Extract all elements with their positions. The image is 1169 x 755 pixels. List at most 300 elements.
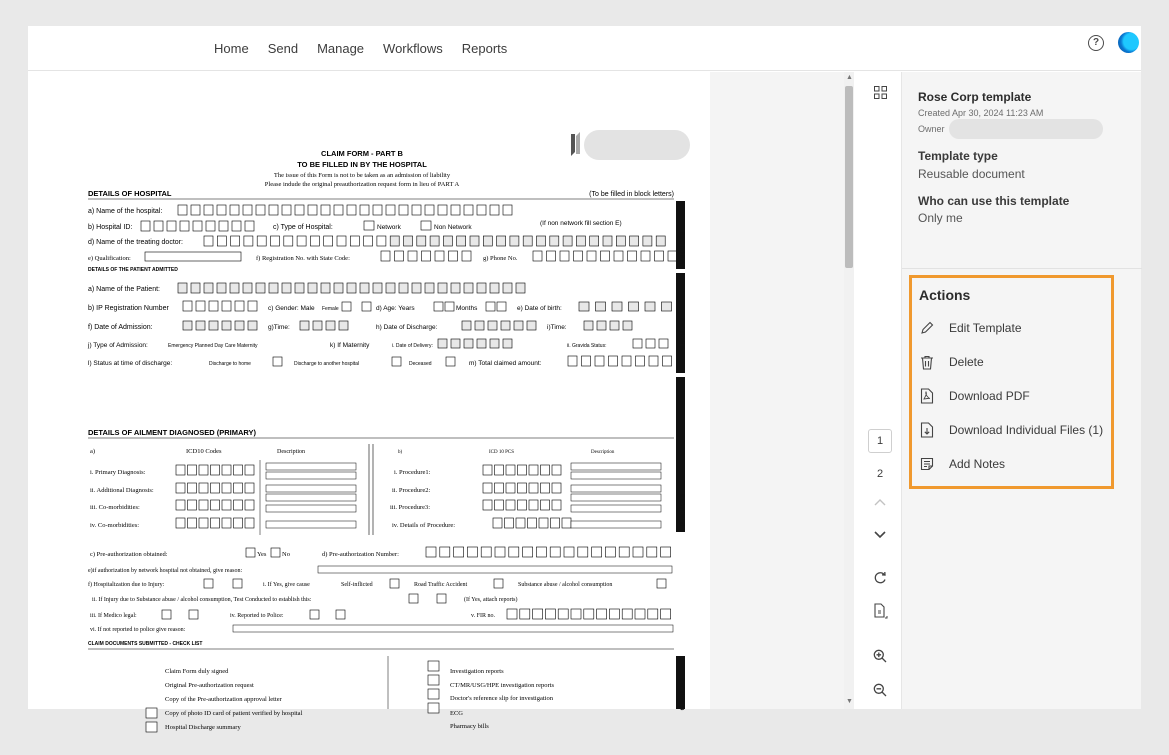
form-char-box xyxy=(590,236,599,246)
option-non-network: Non Network xyxy=(434,224,472,231)
preauth-obtained-label: c) Pre-authorization obtained: xyxy=(90,551,168,558)
form-char-box xyxy=(574,251,583,261)
form-char-box xyxy=(610,321,619,330)
file-download-icon xyxy=(919,422,935,438)
form-char-box xyxy=(234,500,243,510)
form-char-box xyxy=(514,321,523,330)
form-char-box xyxy=(334,283,343,293)
form-char-box xyxy=(501,321,510,330)
fit-page-icon[interactable] xyxy=(868,599,892,623)
form-char-box xyxy=(493,518,502,528)
form-char-box xyxy=(269,283,278,293)
form-char-box xyxy=(360,205,369,215)
zoom-out-icon[interactable] xyxy=(868,678,892,702)
form-char-box xyxy=(541,483,550,493)
download-pdf-action[interactable] xyxy=(919,385,1104,407)
form-char-box xyxy=(188,465,197,475)
form-char-box xyxy=(483,500,492,510)
form-char-box xyxy=(141,221,150,231)
form-char-box xyxy=(425,205,434,215)
template-created: Created Apr 30, 2024 11:23 AM xyxy=(918,108,1044,118)
form-char-box xyxy=(178,205,187,215)
form-char-box xyxy=(308,205,317,215)
page-2-button[interactable]: 2 xyxy=(876,468,884,480)
form-char-box xyxy=(176,500,185,510)
nav-home[interactable]: Home xyxy=(214,41,249,56)
form-char-box xyxy=(523,236,532,246)
form-char-box xyxy=(597,609,607,619)
field-proc-2 xyxy=(483,483,561,493)
field-delivery-date-label: i. Date of Delivery: xyxy=(392,343,433,349)
field-gravida xyxy=(633,339,668,348)
form-char-box xyxy=(257,236,266,246)
thumbnails-grid-icon[interactable] xyxy=(868,80,892,104)
form-char-box xyxy=(635,609,645,619)
chevron-up-icon[interactable] xyxy=(868,490,892,514)
edit-template-action[interactable] xyxy=(919,317,1104,339)
form-char-box xyxy=(204,205,213,215)
action-label: Download PDF xyxy=(949,389,1030,403)
checklist-item: Copy of photo ID card of patient verified by hospital xyxy=(165,710,303,717)
form-char-box xyxy=(438,283,447,293)
form-char-box xyxy=(188,483,197,493)
form-char-box xyxy=(321,283,330,293)
form-char-box xyxy=(176,465,185,475)
form-char-box xyxy=(550,236,559,246)
form-char-box xyxy=(619,547,629,557)
form-char-box xyxy=(347,205,356,215)
option-months: Months xyxy=(456,305,478,312)
option-no: No xyxy=(282,551,290,558)
nav-manage[interactable]: Manage xyxy=(317,41,365,56)
form-char-box xyxy=(614,251,623,261)
form-char-box xyxy=(386,205,395,215)
form-char-box xyxy=(552,465,561,475)
form-char-box xyxy=(462,251,471,261)
form-char-box xyxy=(199,500,208,510)
form-char-box xyxy=(529,483,538,493)
form-char-box xyxy=(451,339,460,348)
form-char-box xyxy=(235,301,244,311)
actions-section xyxy=(909,275,1114,489)
pdf-download-icon xyxy=(919,388,935,404)
form-char-box xyxy=(373,283,382,293)
form-char-box xyxy=(399,283,408,293)
form-char-box xyxy=(219,221,228,231)
admission-type-options: Emergency Planned Day Care Maternity xyxy=(168,343,258,349)
checklist-heading: CLAIM DOCUMENTS SUBMITTED - CHECK LIST xyxy=(88,641,203,647)
form-char-box xyxy=(563,236,572,246)
chevron-down-icon[interactable] xyxy=(868,523,892,547)
form-char-box xyxy=(470,236,479,246)
form-note-2: Please indude the original preauthorization request form in lieu of PART A xyxy=(264,181,460,188)
col-description: Description xyxy=(277,449,305,455)
form-char-box xyxy=(481,547,491,557)
form-char-box xyxy=(579,302,589,311)
form-char-box xyxy=(628,251,637,261)
form-char-box xyxy=(222,500,231,510)
form-char-box xyxy=(507,609,517,619)
field-total-claimed-label: m) Total claimed amount: xyxy=(469,360,542,367)
form-char-box xyxy=(649,356,658,366)
field-qualification-label: e) Qualification: xyxy=(88,255,131,262)
scroll-thumb[interactable] xyxy=(845,86,853,268)
form-char-box xyxy=(533,609,543,619)
section-d-label: SECTION D xyxy=(678,677,684,711)
form-char-box xyxy=(551,518,560,528)
injury-label: f) Hospitalization due to Injury: xyxy=(88,582,165,588)
form-char-box xyxy=(647,547,657,557)
delete-action[interactable] xyxy=(919,351,1104,373)
add-notes-action[interactable] xyxy=(919,453,1104,475)
template-type-title: Template type xyxy=(918,149,998,163)
form-char-box xyxy=(217,236,226,246)
form-char-box xyxy=(347,283,356,293)
col-description-2: Description xyxy=(591,450,615,455)
form-char-box xyxy=(422,251,431,261)
pencil-icon xyxy=(919,320,935,336)
form-char-box xyxy=(536,547,546,557)
form-char-box xyxy=(587,251,596,261)
form-char-box xyxy=(180,221,189,231)
form-char-box xyxy=(426,547,436,557)
form-char-box xyxy=(381,251,390,261)
form-char-box xyxy=(417,236,426,246)
form-char-box xyxy=(636,356,645,366)
details-of-hospital-heading: DETAILS OF HOSPITAL xyxy=(88,189,172,198)
form-char-box xyxy=(337,236,346,246)
owner-label: Owner xyxy=(918,124,945,134)
form-char-box xyxy=(196,301,205,311)
form-char-box xyxy=(510,236,519,246)
form-char-box xyxy=(248,321,257,330)
section-c-label: SECTION C xyxy=(678,493,684,527)
form-char-box xyxy=(308,283,317,293)
field-discharge-date-label: h) Date of Discharge: xyxy=(376,324,438,331)
form-char-box xyxy=(490,283,499,293)
form-char-box xyxy=(222,518,231,528)
field-hospital-name-label: a) Name of the hospital: xyxy=(88,208,163,215)
form-char-box xyxy=(641,251,650,261)
form-char-box xyxy=(234,465,243,475)
col-b: b) xyxy=(398,450,403,455)
proc-1-label: i. Procedure1: xyxy=(394,469,431,476)
form-char-box xyxy=(656,236,665,246)
form-char-box xyxy=(648,609,658,619)
preauth-number-label: d) Pre-authorization Number: xyxy=(322,551,399,558)
field-hospital-name xyxy=(178,205,512,215)
form-char-box xyxy=(282,205,291,215)
form-char-box xyxy=(520,609,530,619)
form-char-box xyxy=(645,302,655,311)
form-char-box xyxy=(360,283,369,293)
checklist-item: Hospital Discharge summary xyxy=(165,724,241,731)
form-char-box xyxy=(217,205,226,215)
field-admission-date xyxy=(183,321,257,330)
form-char-box xyxy=(438,205,447,215)
field-doctor-name xyxy=(204,236,665,246)
field-admission-type-label: j) Type of Admission: xyxy=(88,342,148,349)
form-char-box xyxy=(661,547,671,557)
form-char-box xyxy=(477,205,486,215)
form-char-box xyxy=(467,547,477,557)
form-char-box xyxy=(222,465,231,475)
medico-legal-label: iii. If Medico legal: xyxy=(90,613,137,619)
field-proc-1 xyxy=(483,465,561,475)
form-char-box xyxy=(518,500,527,510)
top-bar xyxy=(28,26,1141,71)
diag-additional-label: ii. Additional Diagnosis: xyxy=(90,487,154,494)
form-char-box xyxy=(188,500,197,510)
document-scrollbar[interactable] xyxy=(844,72,854,709)
field-delivery-date xyxy=(438,339,512,348)
form-char-box xyxy=(243,283,252,293)
field-doctor-label: d) Name of the treating doctor: xyxy=(88,239,183,246)
form-char-box xyxy=(326,321,335,330)
form-char-box xyxy=(211,500,220,510)
form-char-box xyxy=(529,500,538,510)
form-char-box xyxy=(505,518,514,528)
form-char-box xyxy=(321,205,330,215)
form-char-box xyxy=(234,518,243,528)
form-char-box xyxy=(245,465,254,475)
proc-2-label: ii. Procedure2: xyxy=(392,487,431,494)
patient-heading: DETAILS OF THE PATIENT ADMITTED xyxy=(88,267,178,273)
page-tools-rail xyxy=(860,72,900,709)
field-dob-label: e) Date of birth: xyxy=(517,305,562,312)
form-char-box xyxy=(425,283,434,293)
zoom-in-icon[interactable] xyxy=(868,644,892,668)
option-yes: Yes xyxy=(257,551,267,558)
form-char-box xyxy=(464,205,473,215)
form-char-box xyxy=(518,465,527,475)
form-char-box xyxy=(191,283,200,293)
form-char-box xyxy=(597,321,606,330)
form-char-box xyxy=(537,236,546,246)
scroll-up-arrow-icon[interactable]: ▲ xyxy=(846,74,853,81)
form-char-box xyxy=(578,547,588,557)
field-registration-label: f) Registration No. with State Code: xyxy=(256,255,350,262)
form-char-box xyxy=(339,321,348,330)
form-char-box xyxy=(503,205,512,215)
field-ip-number xyxy=(183,301,257,311)
action-label: Download Individual Files (1) xyxy=(949,423,1104,437)
form-char-box xyxy=(527,321,536,330)
checklist-item: Pharmacy bills xyxy=(450,723,489,730)
form-char-box xyxy=(506,500,515,510)
form-char-box xyxy=(235,321,244,330)
form-char-box xyxy=(659,339,668,348)
field-admission-time-label: g)Time: xyxy=(268,324,290,331)
form-char-box xyxy=(464,339,473,348)
form-char-box xyxy=(196,321,205,330)
actions-title: Actions xyxy=(919,287,971,303)
action-label: Edit Template xyxy=(949,321,1022,335)
form-char-box xyxy=(176,483,185,493)
form-char-box xyxy=(495,547,505,557)
checklist-item: Doctor's reference slip for investigation xyxy=(450,695,553,702)
redacted-logo-pill xyxy=(584,130,690,160)
nav-reports[interactable]: Reports xyxy=(461,41,508,56)
form-char-box xyxy=(539,518,548,528)
form-char-box xyxy=(616,236,625,246)
form-char-box xyxy=(547,251,556,261)
form-char-box xyxy=(568,356,577,366)
template-name: Rose Corp template xyxy=(918,90,1032,104)
field-hospital-type-label: c) Type of Hospital: xyxy=(273,224,333,231)
field-admission-time xyxy=(300,321,348,330)
form-char-box xyxy=(451,205,460,215)
auth-reason-label: e)if authorization by network hospital not obtained, give reason: xyxy=(88,568,243,574)
form-char-box xyxy=(454,547,464,557)
form-char-box xyxy=(564,547,574,557)
form-char-box xyxy=(584,321,593,330)
form-char-box xyxy=(183,301,192,311)
form-char-box xyxy=(495,500,504,510)
option-road-accident: Road Traffic Accident xyxy=(414,582,468,588)
checklist-item: Investigation reports xyxy=(450,668,504,675)
field-patient-name-label: a) Name of the Patient: xyxy=(88,286,160,293)
form-char-box xyxy=(399,205,408,215)
form-char-box xyxy=(529,465,538,475)
form-char-box xyxy=(595,356,604,366)
form-char-box xyxy=(435,251,444,261)
form-char-box xyxy=(204,283,213,293)
who-can-use-title: Who can use this template xyxy=(918,194,1070,208)
form-char-box xyxy=(313,321,322,330)
form-char-box xyxy=(495,483,504,493)
form-char-box xyxy=(217,283,226,293)
scroll-down-arrow-icon[interactable]: ▼ xyxy=(846,698,853,705)
field-phone xyxy=(533,251,677,261)
claim-form-page xyxy=(28,72,710,731)
app-window xyxy=(28,26,1141,731)
form-char-box xyxy=(506,465,515,475)
form-char-box xyxy=(412,283,421,293)
form-char-box xyxy=(199,483,208,493)
form-char-box xyxy=(552,483,561,493)
form-char-box xyxy=(629,302,639,311)
checklist-item: CT/MR/USG/HPE investigation reports xyxy=(450,682,554,689)
diag-comorbid-2-label: iv. Co-morbidities: xyxy=(90,522,140,529)
field-dob xyxy=(579,302,672,311)
form-char-box xyxy=(655,251,664,261)
form-char-box xyxy=(550,547,560,557)
checklist-item: Copy of the Pre-authorization approval letter xyxy=(165,696,282,703)
field-discharge-date xyxy=(462,321,536,330)
fir-label: v. FIR no. xyxy=(471,613,495,619)
field-fir-number xyxy=(507,609,671,619)
option-discharge-home: Discharge to home xyxy=(209,361,251,367)
form-char-box xyxy=(661,609,671,619)
form-char-box xyxy=(490,339,499,348)
form-title: CLAIM FORM - PART B xyxy=(321,149,403,158)
field-diag-comorbid-2 xyxy=(176,518,254,528)
form-char-box xyxy=(193,221,202,231)
form-char-box xyxy=(440,547,450,557)
form-char-box xyxy=(464,283,473,293)
template-details-panel xyxy=(901,72,1141,709)
field-gravida-label: ii. Gravida Status: xyxy=(567,343,607,349)
form-char-box xyxy=(545,609,555,619)
page-1-button[interactable]: 1 xyxy=(868,429,892,453)
form-char-box xyxy=(663,356,672,366)
form-char-box xyxy=(571,609,581,619)
form-char-box xyxy=(269,205,278,215)
form-char-box xyxy=(256,283,265,293)
col-icd10pcs: ICD 10 PCS xyxy=(489,450,515,455)
ailment-heading: DETAILS OF AILMENT DIAGNOSED (PRIMARY) xyxy=(88,428,257,437)
form-char-box xyxy=(552,500,561,510)
form-char-box xyxy=(622,609,632,619)
form-char-box xyxy=(558,609,568,619)
form-char-box xyxy=(495,465,504,475)
action-label: Delete xyxy=(949,355,984,369)
field-registration-no xyxy=(381,251,471,261)
form-char-box xyxy=(562,518,571,528)
form-char-box xyxy=(245,221,254,231)
field-age-label: d) Age: Years xyxy=(376,305,415,312)
form-char-box xyxy=(230,283,239,293)
nav-workflows[interactable]: Workflows xyxy=(383,41,443,56)
form-char-box xyxy=(350,236,359,246)
form-char-box xyxy=(324,236,333,246)
form-char-box xyxy=(284,236,293,246)
field-diag-additional xyxy=(176,483,254,493)
download-files-action[interactable] xyxy=(919,419,1104,441)
field-maternity-label: k) If Maternity xyxy=(330,342,370,349)
help-icon[interactable]: ? xyxy=(1088,35,1104,51)
rotate-icon[interactable] xyxy=(868,566,892,590)
field-gender-label: c) Gender: Male xyxy=(268,305,315,312)
field-discharge-status-label: l) Status at time of discharge: xyxy=(88,360,173,367)
proc-details-label: iv. Details of Procedure: xyxy=(392,522,456,529)
form-char-box xyxy=(541,500,550,510)
injury-cause-label: i. If Yes, give cause xyxy=(263,582,310,588)
checklist-item: Original Pre-authorization request xyxy=(165,682,254,689)
form-char-box xyxy=(443,236,452,246)
form-char-box xyxy=(222,301,231,311)
option-self-inflicted: Self-inflicted xyxy=(341,582,373,588)
substance-test-label: ii. If Injury due to Substance abuse / alcohol consumption, Test Conducted to establish this: xyxy=(92,597,312,603)
form-char-box xyxy=(377,236,386,246)
form-char-box xyxy=(630,236,639,246)
form-char-box xyxy=(596,302,606,311)
form-char-box xyxy=(231,236,240,246)
field-patient-name xyxy=(178,283,525,293)
form-char-box xyxy=(592,547,602,557)
form-char-box xyxy=(373,205,382,215)
form-char-box xyxy=(633,547,643,557)
nav-send[interactable]: Send xyxy=(267,41,299,56)
form-char-box xyxy=(643,236,652,246)
form-char-box xyxy=(541,465,550,475)
form-subtitle: TO BE FILLED IN BY THE HOSPITAL xyxy=(297,160,427,169)
proc-3-label: iii. Procedure3: xyxy=(390,504,431,511)
form-char-box xyxy=(497,236,506,246)
form-char-box xyxy=(167,221,176,231)
col-icd10: ICD10 Codes xyxy=(186,448,222,455)
form-char-box xyxy=(300,321,309,330)
form-char-box xyxy=(603,236,612,246)
field-diag-primary xyxy=(176,465,254,475)
avatar[interactable] xyxy=(1118,32,1139,53)
col-a: a) xyxy=(90,448,96,455)
form-char-box xyxy=(183,321,192,330)
form-char-box xyxy=(222,483,231,493)
form-char-box xyxy=(451,283,460,293)
form-char-box xyxy=(662,302,672,311)
